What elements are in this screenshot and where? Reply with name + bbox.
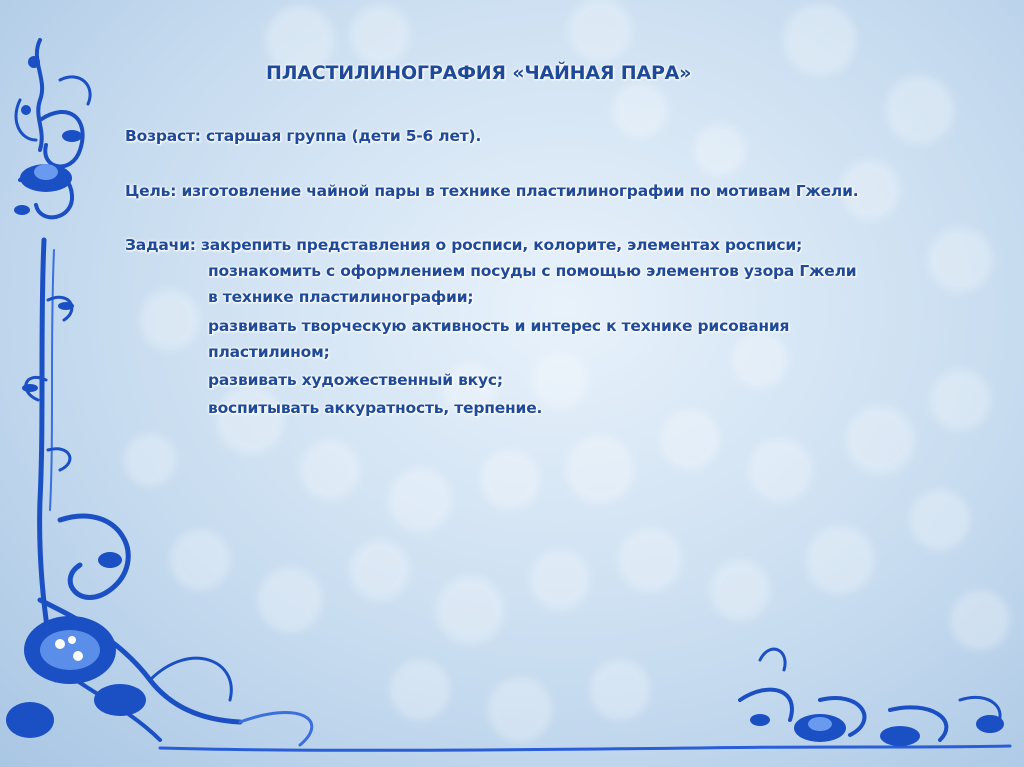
goal-line: Цель: изготовление чайной пары в технике пластилинографии по мотивам Гжели.	[125, 182, 859, 200]
tasks-first-line: Задачи: закрепить представления о росписи, колорите, элементах росписи;	[125, 236, 803, 254]
task-line: в технике пластилинографии;	[208, 288, 474, 306]
task-line: пластилином;	[208, 343, 330, 361]
task-line: познакомить с оформлением посуды с помощью элементов узора Гжели	[208, 262, 857, 280]
task-line: воспитывать аккуратность, терпение.	[208, 399, 543, 417]
task-line: развивать творческую активность и интерес к технике рисования	[208, 317, 790, 335]
task-line: развивать художественный вкус;	[208, 371, 503, 389]
age-line: Возраст: старшая группа (дети 5-6 лет).	[125, 127, 482, 145]
slide-title: ПЛАСТИЛИНОГРАФИЯ «ЧАЙНАЯ ПАРА»	[266, 62, 692, 84]
